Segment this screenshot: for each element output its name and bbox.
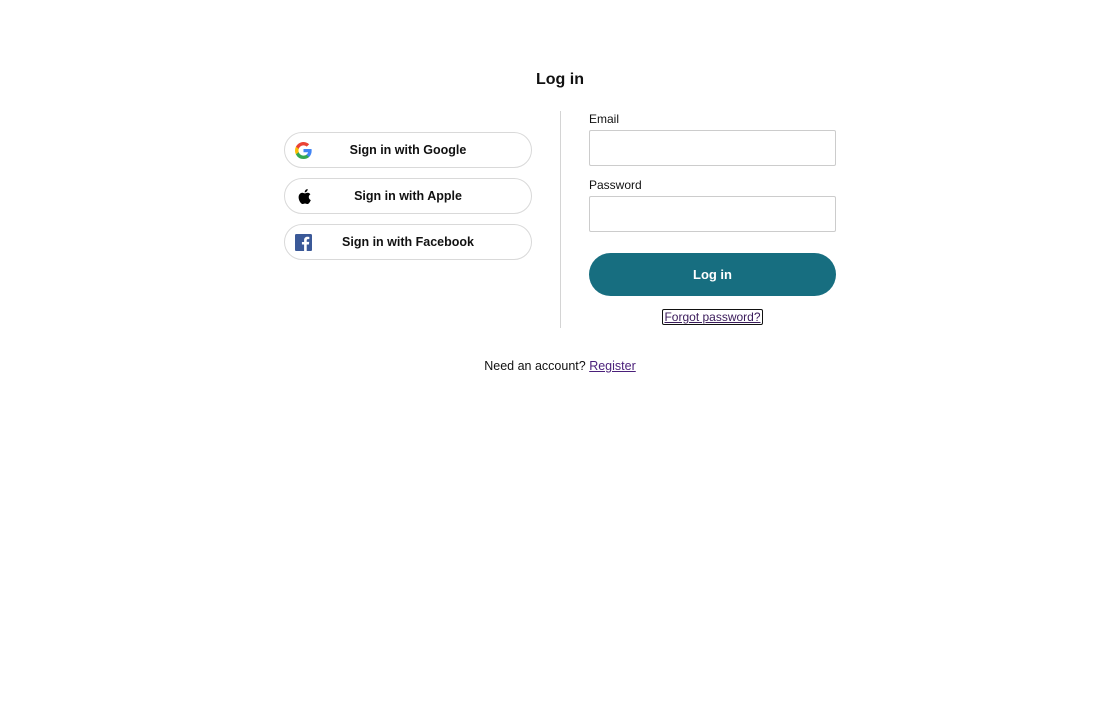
password-label: Password (589, 178, 642, 192)
register-prompt (0, 359, 1120, 373)
forgot-password-link[interactable]: Forgot password? (664, 310, 761, 324)
social-login-group (284, 132, 532, 270)
page-title: Log in (536, 71, 584, 88)
apple-signin-button[interactable] (284, 178, 532, 214)
forgot-password-row (589, 308, 836, 326)
vertical-divider (560, 111, 561, 328)
facebook-icon (295, 234, 312, 251)
register-link[interactable]: Register (589, 359, 636, 373)
login-button[interactable]: Log in (589, 253, 836, 296)
google-icon (295, 142, 312, 159)
register-prompt-text: Need an account? (484, 359, 586, 373)
login-form (589, 112, 837, 326)
google-signin-label: Sign in with Google (349, 143, 467, 157)
password-field[interactable] (589, 196, 836, 232)
apple-icon (295, 188, 312, 205)
google-signin-button[interactable] (284, 132, 532, 168)
email-field[interactable] (589, 130, 836, 166)
apple-signin-label: Sign in with Apple (354, 189, 462, 203)
email-label: Email (589, 112, 620, 126)
facebook-signin-button[interactable] (284, 224, 532, 260)
facebook-signin-label: Sign in with Facebook (342, 235, 474, 249)
